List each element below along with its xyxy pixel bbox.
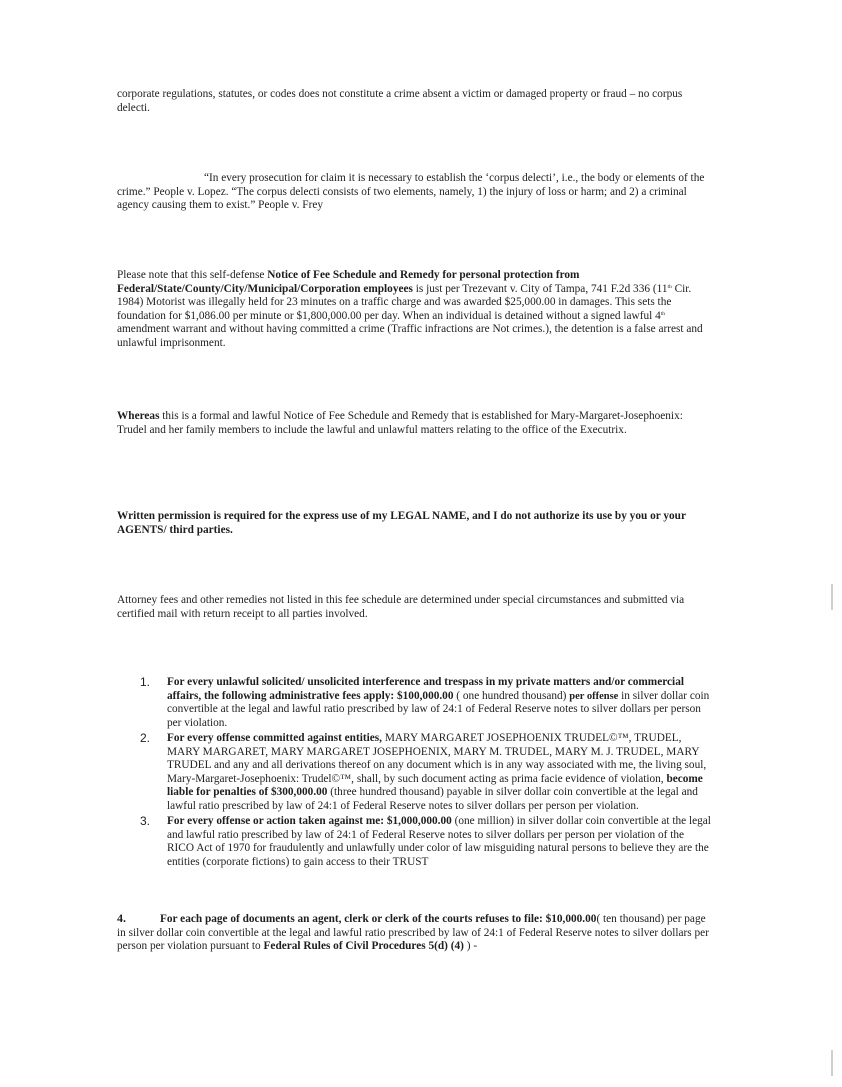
corpus-delecti-paragraph: corporate regulations, statutes, or codes does not constitute a crime absent a victim or damaged property or fraud – no corpus delecti.	[117, 88, 683, 114]
whereas-paragraph: Whereas this is a formal and lawful Notice of Fee Schedule and Remedy that is established for Mary-Margaret-Josephoenix: Trudel and her family members to include the lawful and unlawful matters relating to the office of the Executrix.	[117, 410, 683, 436]
legal-name-permission-notice: Written permission is required for the express use of my LEGAL NAME, and I do not authorize its use by you or your AGENTS/ third parties.	[117, 510, 686, 536]
scan-edge-mark	[831, 1050, 833, 1076]
fee-item-1: 1. For every unlawful solicited/ unsolicited interference and trespass in my private matters and/or commercial affairs, the following administrative fees apply: $100,000.00 ( one hundred thousand) per offense in silver dollar coin convertible at the legal and lawful ratio prescribed by law of 24:1 of Federal Reserve notes to silver dollars per person per violation.	[140, 675, 710, 729]
people-v-lopez-quote: “In every prosecution for claim it is necessary to establish the ‘corpus delecti’, i.e., the body or elements of the crime.” People v. Lopez. “The corpus delecti consists of two elements, namely, 1) the injury of loss or harm; and 2) a criminal agency causing them to exist.” People v. Frey	[117, 172, 705, 211]
fee-item-2: 2. For every offense committed against entities, MARY MARGARET JOSEPHOENIX TRUDEL©™, TRUDEL, MARY MARGARET, MARY MARGARET JOSEPHOENIX, MARY M. TRUDEL, MARY M. J. TRUDEL, MARY TRUDEL and any and all derivations thereof on any document which is in any way associated with me, the living soul, Mary-Margaret-Josephoenix: Trudel©™, shall, by such document acting as prima facie evidence of violation, become liable for penalties of $300,000.00 (three hundred thousand) payable in silver dollar coin convertible at the legal and lawful ratio prescribed by law of 24:1 of Federal Reserve notes to silver dollars per person per violation.	[140, 731, 707, 812]
attorney-fees-paragraph: Attorney fees and other remedies not listed in this fee schedule are determined under special circumstances and submitted via certified mail with return receipt to all parties involved.	[117, 594, 685, 620]
fee-item-3: 3. For every offense or action taken against me: $1,000,000.00 (one million) in silver dollar coin convertible at the legal and lawful ratio prescribed by law of 24:1 of Federal Reserve notes to silver dollars per person per violation of the RICO Act of 1970 for fraudulently and unlawfully under color of law misguiding natural persons to believe they are the entities (corporate fictions) to gain access to their TRUST	[140, 814, 711, 868]
trezevant-paragraph: Please note that this self-defense Notice of Fee Schedule and Remedy for personal protection from Federal/State/County/City/Municipal/Corporation employees is just per Trezevant v. City of Tampa, 741 F.2d 336 (11th Cir. 1984) Motorist was illegally held for 23 minutes on a traffic charge and was awarded $25,000.00 in damages. This sets the foundation for $1,086.00 per minute or $1,800,000.00 per day. When an individual is detained without a signed lawful 4th amendment warrant and without having committed a crime (Traffic infractions are Not crimes.), the detention is a false arrest and unlawful imprisonment.	[117, 269, 703, 349]
scan-edge-mark	[831, 584, 833, 610]
fee-item-4: 4. For each page of documents an agent, clerk or clerk of the courts refuses to file: $10,000.00( ten thousand) per page in silver dollar coin convertible at the legal and lawful ratio prescribed by law of 24:1 of Federal Reserve notes to silver dollars per person per violation pursuant to Federal Rules of Civil Procedures 5(d) (4) ) -	[117, 911, 709, 952]
fee-schedule-list	[140, 676, 712, 871]
